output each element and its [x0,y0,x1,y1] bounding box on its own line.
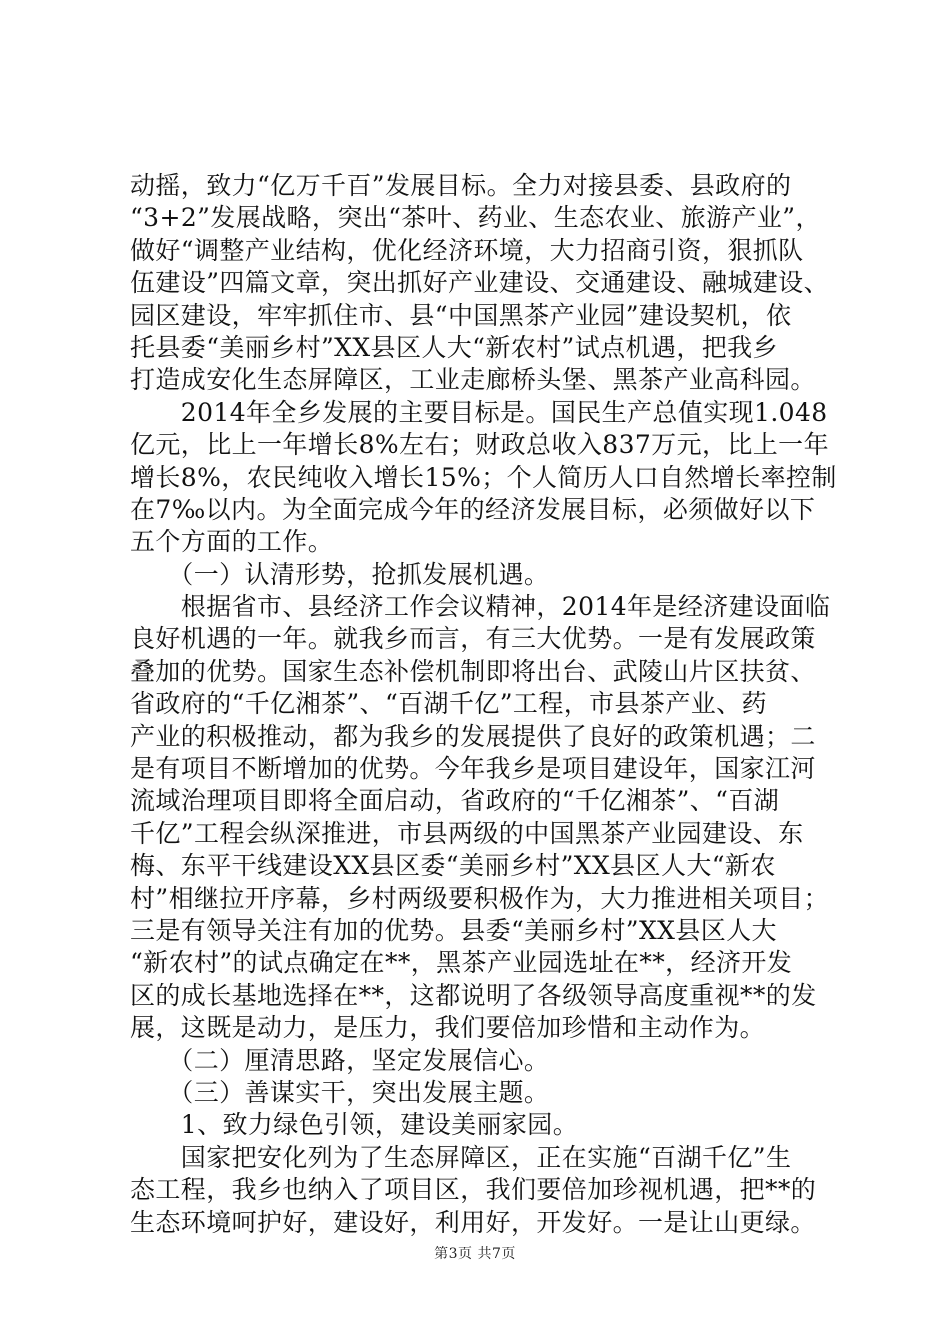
text-line: 流域治理项目即将全面启动，省政府的“千亿湘茶”、“百湖 [130,786,780,816]
text-line: 五个方面的工作。 [130,527,334,557]
text-line: 叠加的优势。国家生态补偿机制即将出台、武陵山片区扶贫、 [130,656,816,686]
section-heading: （一）认清形势，抢抓发展机遇。 [130,559,550,589]
text-line: 国家把安化列为了生态屏障区，正在实施“百湖千亿”生 [130,1142,792,1172]
text-line: 良好机遇的一年。就我乡而言，有三大优势。一是有发展政策 [130,624,816,654]
text-line: “3+2”发展战略，突出“茶叶、药业、生态农业、旅游产业”， [130,203,821,233]
text-line: 千亿”工程会纵深推进，市县两级的中国黑茶产业园建设、东 [130,818,804,848]
text-line: 是有项目不断增加的优势。今年我乡是项目建设年，国家江河 [130,754,816,784]
section-heading: （三）善谋实干，突出发展主题。 [130,1077,550,1107]
section-heading: （二）厘清思路，坚定发展信心。 [130,1045,550,1075]
subsection-heading: 1、致力绿色引领，建设美丽家园。 [130,1110,579,1140]
page-number-label: 第3页 共7页 [434,1246,516,1262]
text-line: 增长8%，农民纯收入增长15%；个人简历人口自然增长率控制 [130,462,837,492]
body-text [130,170,837,1239]
text-line: 生态环境呵护好，建设好，利用好，开发好。一是让山更绿。 [130,1207,816,1237]
text-line: 做好“调整产业结构，优化经济环境，大力招商引资，狠抓队 [130,235,804,265]
text-line: 亿元，比上一年增长8%左右；财政总收入837万元，比上一年 [130,430,829,460]
text-line: 托县委“美丽乡村”XX县区人大“新农村”试点机遇，把我乡 [130,332,778,362]
text-line: 三是有领导关注有加的优势。县委“美丽乡村”XX县区人大 [130,915,777,945]
page-footer [0,1243,950,1263]
text-line: 省政府的“千亿湘茶”、“百湖千亿”工程，市县茶产业、药 [130,689,767,719]
text-line: 在7‰以内。为全面完成今年的经济发展目标，必须做好以下 [130,494,816,524]
text-line: 态工程，我乡也纳入了项目区，我们要倍加珍视机遇，把**的 [130,1175,817,1205]
text-line: 梅、东平干线建设XX县区委“美丽乡村”XX县区人大“新农 [130,851,776,881]
text-line: 打造成安化生态屏障区，工业走廊桥头堡、黑茶产业高科园。 [130,365,816,395]
text-line: 园区建设，牢牢抓住市、县“中国黑茶产业园”建设契机，依 [130,300,792,330]
text-line: 根据省市、县经济工作会议精神，2014年是经济建设面临 [130,592,831,622]
text-line: 区的成长基地选择在**，这都说明了各级领导高度重视**的发 [130,980,817,1010]
text-line: 展，这既是动力，是压力，我们要倍加珍惜和主动作为。 [130,1013,766,1043]
text-line: “新农村”的试点确定在**，黑茶产业园选址在**，经济开发 [130,948,793,978]
text-line: 动摇，致力“亿万千百”发展目标。全力对接县委、县政府的 [130,171,792,200]
text-line: 产业的积极推动，都为我乡的发展提供了良好的政策机遇；二 [130,721,816,751]
text-line: 2014年全乡发展的主要目标是。国民生产总值实现1.048 [130,397,828,427]
text-line: 村”相继拉开序幕，乡村两级要积极作为，大力推进相关项目； [130,883,829,913]
text-line: 伍建设”四篇文章，突出抓好产业建设、交通建设、融城建设、 [130,268,829,298]
